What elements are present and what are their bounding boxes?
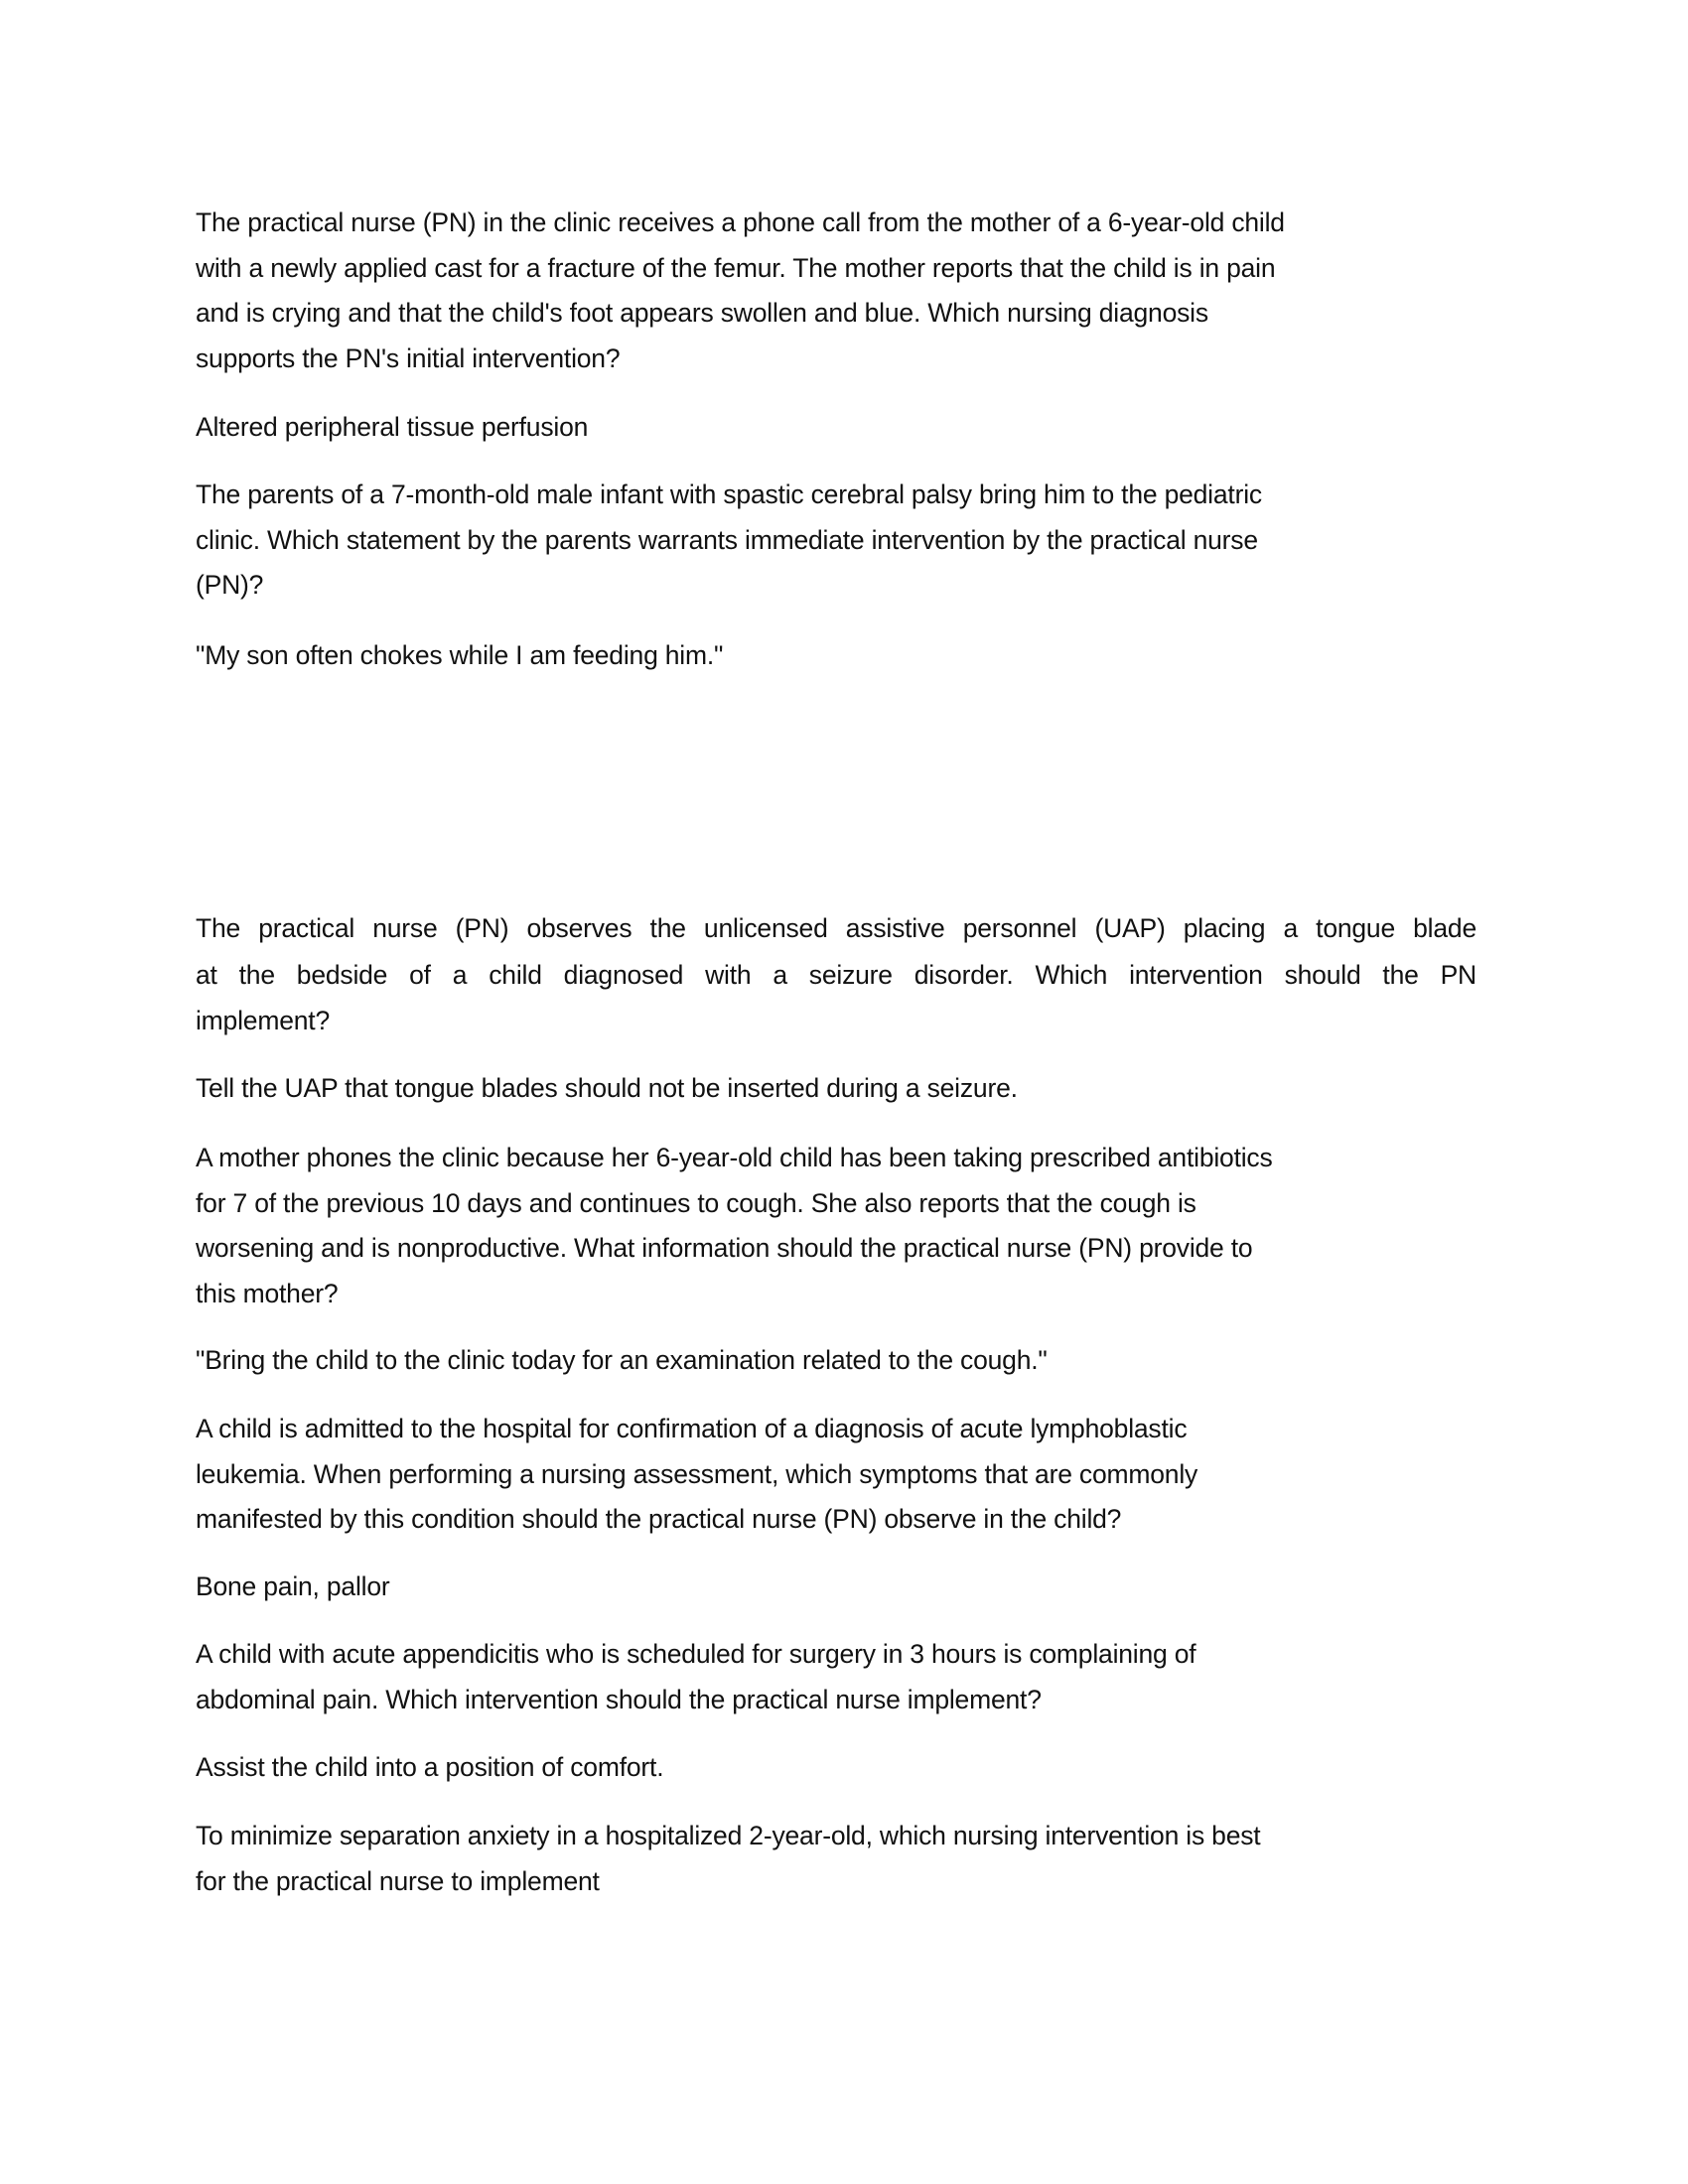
question-line: A child is admitted to the hospital for confirmation of a diagnosis of acute lymphoblastic xyxy=(196,1414,1188,1443)
answer-4 xyxy=(196,1338,1477,1384)
question-line: leukemia. When performing a nursing assessment, which symptoms that are commonly xyxy=(196,1458,1198,1489)
answer-1 xyxy=(196,405,1477,451)
question-1 xyxy=(196,201,1477,381)
question-line: A child with acute appendicitis who is scheduled for surgery in 3 hours is complaining of xyxy=(196,1639,1196,1669)
question-line: To minimize separation anxiety in a hospitalized 2-year-old, which nursing intervention is best xyxy=(196,1821,1261,1850)
question-line: implement? xyxy=(196,1006,330,1035)
answer-5 xyxy=(196,1565,1477,1610)
answer-3 xyxy=(196,1066,1477,1112)
question-line: (PN)? xyxy=(196,570,264,600)
answer-text: Assist the child into a position of comfort. xyxy=(196,1752,664,1782)
question-line: this mother? xyxy=(196,1278,339,1308)
answer-text: Tell the UAP that tongue blades should not be inserted during a seizure. xyxy=(196,1073,1018,1103)
question-2 xyxy=(196,473,1477,609)
question-line: worsening and is nonproductive. What information should the practical nurse (PN) provide to xyxy=(196,1233,1253,1263)
question-3 xyxy=(196,906,1477,1044)
question-line: A mother phones the clinic because her 6-year-old child has been taking prescribed antibiotics xyxy=(196,1143,1273,1172)
question-line: for the practical nurse to implement xyxy=(196,1865,600,1896)
answer-2 xyxy=(196,633,1477,679)
question-line: The practical nurse (PN) in the clinic receives a phone call from the mother of a 6-year-old child xyxy=(196,207,1285,237)
question-6 xyxy=(196,1632,1477,1722)
question-line: clinic. Which statement by the parents warrants immediate intervention by the practical nurse xyxy=(196,524,1258,555)
question-7 xyxy=(196,1814,1477,1904)
answer-6 xyxy=(196,1745,1477,1791)
question-line: The parents of a 7-month-old male infant with spastic cerebral palsy bring him to the pediatric xyxy=(196,479,1262,509)
answer-text: "My son often chokes while I am feeding him." xyxy=(196,640,724,670)
question-line: and is crying and that the child's foot appears swollen and blue. Which nursing diagnosis xyxy=(196,298,1208,328)
question-4 xyxy=(196,1136,1477,1316)
question-line: The practical nurse (PN) observes the unlicensed assistive personnel (UAP) placing a tongue blade xyxy=(196,913,1477,943)
question-line: for 7 of the previous 10 days and continues to cough. She also reports that the cough is xyxy=(196,1187,1196,1218)
question-line: manifested by this condition should the practical nurse (PN) observe in the child? xyxy=(196,1504,1122,1534)
question-line: with a newly applied cast for a fracture of the femur. The mother reports that the child is in pain xyxy=(196,252,1276,283)
answer-text: "Bring the child to the clinic today for an examination related to the cough." xyxy=(196,1345,1048,1375)
question-line: abdominal pain. Which intervention should the practical nurse implement? xyxy=(196,1684,1042,1714)
answer-text: Bone pain, pallor xyxy=(196,1571,390,1601)
answer-text: Altered peripheral tissue perfusion xyxy=(196,412,589,442)
question-5 xyxy=(196,1407,1477,1543)
question-line: at the bedside of a child diagnosed with a seizure disorder. Which intervention should the PN xyxy=(196,959,1477,990)
question-line: supports the PN's initial intervention? xyxy=(196,342,621,373)
